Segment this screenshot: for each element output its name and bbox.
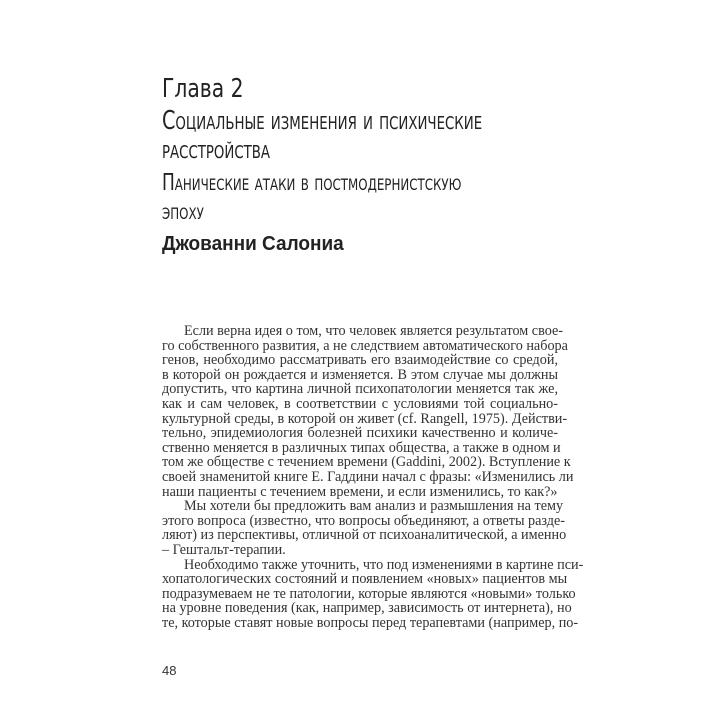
- body-text: [162, 323, 584, 631]
- text-line: как и сам человек, в соответствии с условиями той социально-: [162, 395, 558, 412]
- text-line: подразумеваем не те патологии, которые являются «новыми» только: [162, 585, 576, 602]
- text-line: – Гештальт-терапии.: [162, 541, 286, 558]
- chapter-title-line-2: расстройства: [162, 135, 271, 165]
- text-line: наши пациенты с течением времени, и если изменились, то как?»: [162, 483, 558, 500]
- text-line: Если верна идея о том, что человек является результатом свое-: [184, 323, 563, 339]
- text-line: своей знаменитой книге Е. Гаддини начал с фразы: «Изменились ли: [162, 468, 574, 485]
- chapter-label: Глава 2: [162, 74, 244, 104]
- text-line: те, которые ставят новые вопросы перед терапевтами (например, по-: [162, 614, 579, 631]
- text-line: го собственного развития, а не следствием автоматического набора: [162, 337, 568, 354]
- chapter-title-line-1: Социальные изменения и психические: [162, 106, 483, 136]
- text-line: том же обществе с течением времени (Gaddini, 2002). Вступление к: [162, 454, 571, 471]
- text-line: тельно, эпидемиология болезней психики качественно и количе-: [162, 425, 558, 442]
- text-line: Мы хотели бы предложить вам анализ и размышления на тему: [184, 498, 564, 515]
- author-name: Джованни Салониа: [162, 233, 344, 255]
- page-number: 48: [162, 663, 177, 678]
- text-line: этого вопроса (известно, что вопросы объединяют, а ответы разде-: [162, 512, 565, 529]
- chapter-subtitle-line-1: Панические атаки в постмодернистскую: [162, 170, 462, 196]
- text-line: генов, необходимо рассматривать его взаимодействие со средой,: [162, 352, 558, 369]
- text-line: культурной среды, в которой он живет (cf. Rangell, 1975). Действи-: [162, 410, 568, 427]
- chapter-subtitle-line-2: эпоху: [162, 199, 204, 225]
- text-line: хопатологических состояний и появлением «новых» пациентов мы: [162, 571, 568, 588]
- text-line: Необходимо также уточнить, что под изменениями в картине пси-: [184, 556, 584, 573]
- text-line: ляют) из перспективы, отличной от психоаналитической, а именно: [162, 527, 567, 544]
- text-line: допустить, что картина личной психопатологии меняется так же,: [162, 381, 558, 398]
- text-line: на уровне поведения (как, например, зависимость от интернета), но: [162, 600, 572, 617]
- text-line: в которой он рождается и изменяется. В этом случае мы должны: [162, 366, 558, 383]
- text-line: ственно меняется в различных типах общества, а также в одном и: [162, 439, 561, 456]
